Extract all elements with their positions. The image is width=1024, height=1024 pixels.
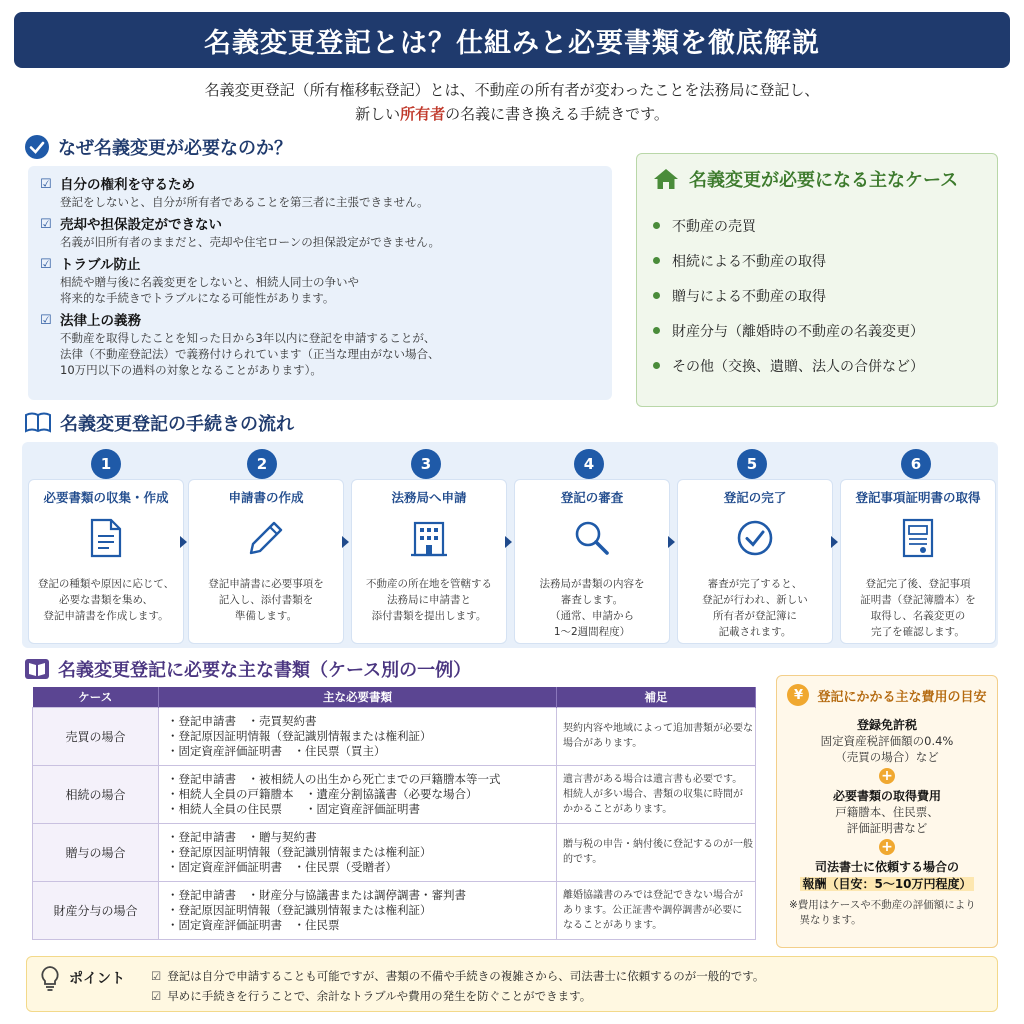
table-header-row bbox=[33, 687, 756, 707]
table-cell-req: ・登記申請書 ・売買契約書 ・登記原因証明情報（登記識別情報または権利証） ・固定資産評価証明書 ・住民票（買主） bbox=[159, 707, 557, 765]
check-icon: ☑ bbox=[40, 177, 52, 192]
step-number: 3 bbox=[411, 449, 441, 479]
step-desc: 審査が完了すると、 登記が行われ、新しい 所有者が登記簿に 記載されます。 bbox=[702, 578, 808, 638]
flow-step-card bbox=[514, 479, 670, 644]
flow-step-card bbox=[351, 479, 507, 644]
bullet-icon bbox=[653, 327, 660, 334]
why-item-title: 自分の権利を守るため bbox=[60, 177, 195, 193]
step-desc: 登記の種類や原因に応じて、 必要な書類を集め、 登記申請書を作成します。 bbox=[37, 578, 175, 622]
flow-step-card bbox=[188, 479, 344, 644]
case-item-text: 不動産の売買 bbox=[672, 218, 756, 235]
magnifier-icon bbox=[573, 519, 611, 557]
why-box bbox=[28, 166, 612, 400]
cost-note: ※費用はケースや不動産の評価額により 異なります。 bbox=[789, 899, 976, 926]
why-item-title: 法律上の義務 bbox=[60, 313, 141, 329]
book-icon bbox=[24, 411, 52, 435]
cost-scrivener-fee: 報酬（目安：5〜10万円程度） bbox=[802, 877, 972, 891]
point-text: 登記は自分で申請することも可能ですが、書類の不備や手続きの複雑さから、司法書士に依頼するのが一般的です。 bbox=[167, 969, 765, 983]
check-icon: ☑ bbox=[151, 989, 162, 1003]
step-title: 法務局へ申請 bbox=[391, 490, 467, 505]
flow-step-card bbox=[28, 479, 184, 644]
why-item-desc: 登記をしないと、自分が所有者であることを第三者に主張できません。 bbox=[60, 195, 429, 209]
bullet-icon bbox=[653, 222, 660, 229]
point-label-text: ポイント bbox=[69, 971, 125, 987]
intro-highlight: 所有者 bbox=[400, 105, 446, 123]
case-item-text: 財産分与（離婚時の不動産の名義変更） bbox=[672, 323, 924, 340]
intro-line-2-a: 新しい bbox=[355, 105, 401, 123]
cost-heading-text: 登記にかかる主な費用の目安 bbox=[817, 689, 987, 705]
building-icon bbox=[409, 519, 449, 557]
table-row bbox=[33, 823, 756, 881]
why-item-desc: 名義が旧所有者のままだと、売却や住宅ローンの担保設定ができません。 bbox=[60, 235, 440, 249]
cases-box bbox=[636, 153, 998, 407]
certificate-icon bbox=[901, 518, 935, 558]
why-item-title: 売却や担保設定ができない bbox=[60, 217, 222, 233]
step-number: 1 bbox=[91, 449, 121, 479]
why-item bbox=[40, 256, 600, 306]
table-cell-note: 遺言書がある場合は遺言書も必要です。 相続人が多い場合、書類の収集に時間が かかることがあります。 bbox=[557, 765, 756, 823]
why-section-heading bbox=[24, 134, 292, 160]
cases-list bbox=[653, 208, 981, 383]
why-item bbox=[40, 176, 600, 210]
check-icon: ☑ bbox=[40, 217, 52, 232]
docs-table bbox=[32, 687, 756, 940]
step-title: 登記の完了 bbox=[723, 490, 787, 505]
list-item bbox=[653, 243, 981, 278]
check-icon: ☑ bbox=[40, 257, 52, 272]
step-title: 登記の審査 bbox=[560, 490, 624, 505]
step-title: 必要書類の収集・作成 bbox=[43, 490, 169, 505]
intro-line-1: 名義変更登記（所有権移転登記）とは、不動産の所有者が変わったことを法務局に登記し、 bbox=[204, 81, 820, 99]
document-icon bbox=[89, 518, 123, 558]
flow-step-card bbox=[677, 479, 833, 644]
table-row bbox=[33, 707, 756, 765]
table-header-cell: 主な必要書類 bbox=[159, 687, 557, 707]
cases-heading-text: 名義変更が必要になる主なケース bbox=[689, 170, 959, 191]
bullet-icon bbox=[653, 362, 660, 369]
table-cell-note: 契約内容や地域によって追加書類が必要な 場合があります。 bbox=[557, 707, 756, 765]
step-desc: 法務局が書類の内容を 審査します。 （通常、申請から 1〜2週間程度） bbox=[539, 578, 645, 638]
flow-section-heading bbox=[24, 410, 294, 436]
case-item-text: その他（交換、遺贈、法人の合併など） bbox=[672, 358, 924, 375]
flow-step-card bbox=[840, 479, 996, 644]
intro-line-2-b: の名義に書き換える手続きです。 bbox=[445, 105, 669, 123]
table-cell-req: ・登記申請書 ・贈与契約書 ・登記原因証明情報（登記識別情報または権利証） ・固定資産評価証明書 ・住民票（受贈者） bbox=[159, 823, 557, 881]
case-item-text: 贈与による不動産の取得 bbox=[672, 288, 826, 305]
plus-icon: + bbox=[879, 839, 895, 855]
cost-box bbox=[776, 675, 998, 948]
why-item-title: トラブル防止 bbox=[60, 257, 141, 273]
table-cell-case: 贈与の場合 bbox=[33, 823, 159, 881]
table-header-cell: 補足 bbox=[557, 687, 756, 707]
table-cell-req: ・登記申請書 ・財産分与協議書または調停調書・審判書 ・登記原因証明情報（登記識別情報または権利証） ・固定資産評価証明書 ・住民票 bbox=[159, 881, 557, 939]
why-item-desc: 不動産を取得したことを知った日から3年以内に登記を申請することが、 法律（不動産登記法）で義務付けられています（正当な理由がない場合、 10万円以下の過料の対象となることがあります）。 bbox=[60, 331, 440, 377]
table-header-cell: ケース bbox=[33, 687, 159, 707]
arrow-right-icon bbox=[505, 536, 512, 548]
open-book-icon bbox=[24, 657, 50, 681]
table-row bbox=[33, 765, 756, 823]
check-icon: ☑ bbox=[40, 313, 52, 328]
page-title-bar bbox=[14, 12, 1010, 68]
cases-heading bbox=[653, 166, 981, 192]
step-title: 申請書の作成 bbox=[228, 490, 304, 505]
plus-icon: + bbox=[879, 768, 895, 784]
cost-docs-desc: 戸籍謄本、住民票、 評価証明書など bbox=[835, 805, 939, 835]
point-text: 早めに手続きを行うことで、余計なトラブルや費用の発生を防ぐことができます。 bbox=[167, 989, 592, 1003]
list-item bbox=[151, 986, 764, 1006]
yen-icon: ¥ bbox=[787, 684, 809, 706]
arrow-right-icon bbox=[668, 536, 675, 548]
list-item bbox=[151, 966, 764, 986]
table-cell-req: ・登記申請書 ・被相続人の出生から死亡までの戸籍謄本等一式 ・相続人全員の戸籍謄本 ・遺産分割協議書（必要な場合） ・相続人全員の住民票 ・固定資産評価証明書 bbox=[159, 765, 557, 823]
table-cell-case: 相続の場合 bbox=[33, 765, 159, 823]
step-title: 登記事項証明書の取得 bbox=[855, 490, 981, 505]
why-heading-text: なぜ名義変更が必要なのか？ bbox=[58, 138, 292, 159]
case-item-text: 相続による不動産の取得 bbox=[672, 253, 826, 270]
intro-line-2 bbox=[100, 102, 924, 126]
step-desc: 登記完了後、登記事項 証明書（登記簿謄本）を 取得し、名義変更の 完了を確認します。 bbox=[860, 578, 976, 638]
table-cell-case: 財産分与の場合 bbox=[33, 881, 159, 939]
check-icon: ☑ bbox=[151, 969, 162, 983]
why-item bbox=[40, 216, 600, 250]
why-item-desc: 相続や贈与後に名義変更をしないと、相続人同士の争いや 将来的な手続きでトラブルになる可能性があります。 bbox=[60, 275, 359, 305]
arrow-right-icon bbox=[342, 536, 349, 548]
house-icon bbox=[653, 167, 679, 191]
step-desc: 登記申請書に必要事項を 記入し、添付書類を 準備します。 bbox=[208, 578, 324, 622]
intro-text bbox=[100, 78, 924, 126]
flow-heading-text: 名義変更登記の手続きの流れ bbox=[60, 414, 294, 435]
step-number: 5 bbox=[737, 449, 767, 479]
step-number: 4 bbox=[574, 449, 604, 479]
bullet-icon bbox=[653, 257, 660, 264]
page-title: 名義変更登記とは？仕組みと必要書類を徹底解説 bbox=[204, 27, 820, 59]
pencil-icon bbox=[247, 519, 285, 557]
cost-tax-desc: 固定資産税評価額の0.4% （売買の場合）など bbox=[820, 734, 954, 764]
table-row bbox=[33, 881, 756, 939]
cost-scrivener-title: 司法書士に依頼する場合の bbox=[814, 860, 959, 874]
point-box bbox=[26, 956, 998, 1012]
docs-heading-text: 名義変更登記に必要な主な書類（ケース別の一例） bbox=[58, 660, 472, 681]
table-cell-note: 離婚協議書のみでは登記できない場合が あります。公正証書や調停調書が必要に なることがあります。 bbox=[557, 881, 756, 939]
step-number: 2 bbox=[247, 449, 277, 479]
step-number: 6 bbox=[901, 449, 931, 479]
point-list bbox=[151, 966, 764, 1006]
bullet-icon bbox=[653, 292, 660, 299]
cost-docs-title: 必要書類の取得費用 bbox=[832, 789, 941, 803]
arrow-right-icon bbox=[831, 536, 838, 548]
table-cell-note: 贈与税の申告・納付後に登記するのが一般的です。 bbox=[557, 823, 756, 881]
check-circle-icon bbox=[736, 519, 774, 557]
list-item bbox=[653, 278, 981, 313]
lightbulb-icon bbox=[39, 965, 61, 991]
step-desc: 不動産の所在地を管轄する 法務局に申請書と 添付書類を提出します。 bbox=[366, 578, 492, 622]
why-item bbox=[40, 312, 600, 378]
arrow-right-icon bbox=[180, 536, 187, 548]
list-item bbox=[653, 348, 981, 383]
table-cell-case: 売買の場合 bbox=[33, 707, 159, 765]
cost-heading bbox=[777, 684, 997, 706]
check-circle-icon bbox=[24, 134, 50, 160]
list-item bbox=[653, 313, 981, 348]
cost-tax-title: 登録免許税 bbox=[856, 718, 917, 732]
point-label bbox=[39, 965, 125, 991]
docs-section-heading bbox=[24, 656, 471, 682]
list-item bbox=[653, 208, 981, 243]
